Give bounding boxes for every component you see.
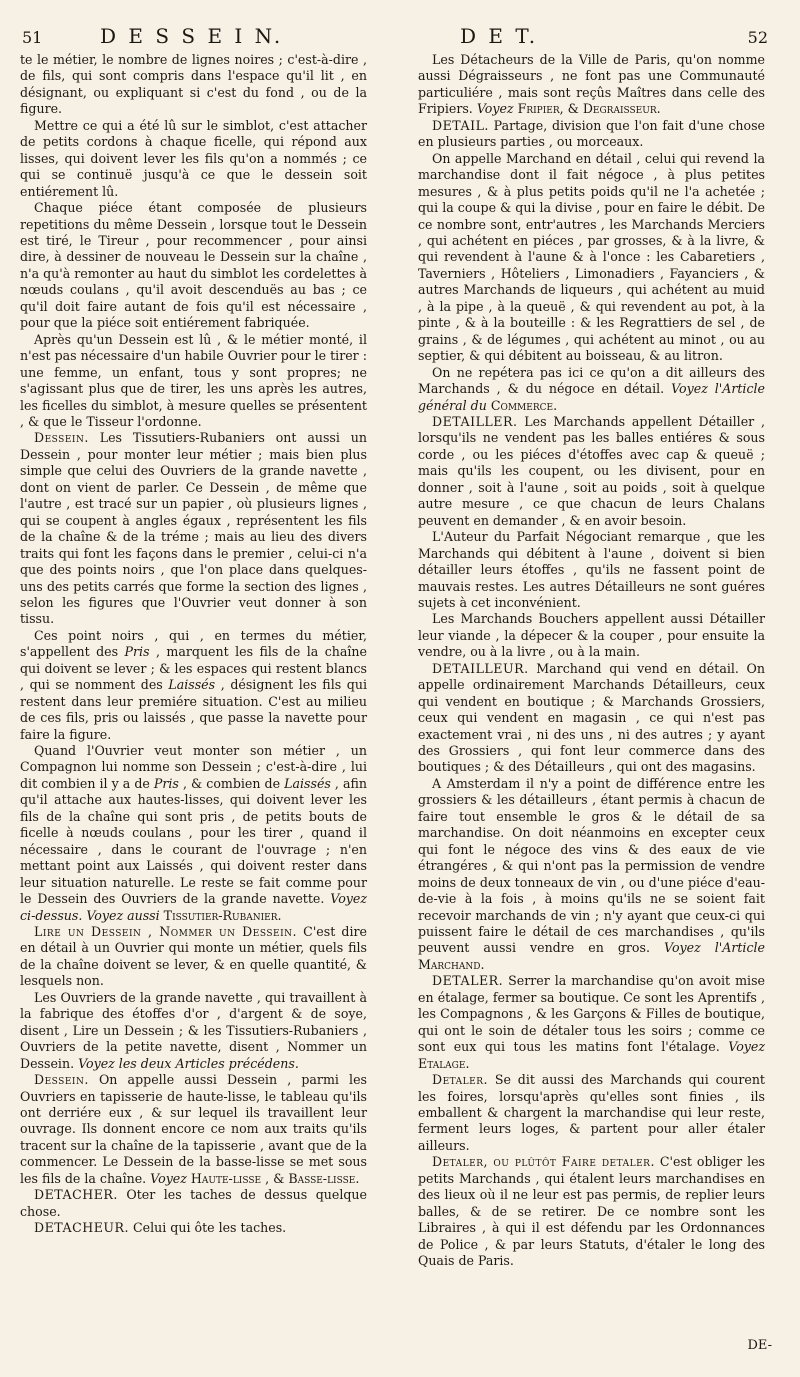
text-run: , afin qu'il attache aux hautes-lisses, qui doivent lever les fils de la chaîne qui sont pris , de petits bouts de ficelle à nœuds coulans , pour les tirer , quand il nécessaire , dans le courant de l'ouvrage ; n'en mettant point aux Laissés , qui doivent rester dans leur situation naturelle. Le reste se fait comme pour le Dessein des Ouvriers de la grande navette. <box>20 775 368 907</box>
text-run: A Amsterdam il n'y a point de différence entre les grossiers & les détailleurs , étant permis à chacun de faire tout ensemble le gros & le détail de sa marchandise. On doit néanmoins en excepter ceux qui font le négoce des vins & des eaux de vie étrangéres , & qui n'ont pas la permission de vendre moins de deux tonneaux de vin , ou d'une piéce d'eau-de-vie à la fois , à moins qu'ils ne se soient fait recevoir marchands de vin ; n'y ayant que ceux-ci qui puissent faire le détail de ces marchandises , qu'ils peuvent aussi vendre en gros. <box>418 775 765 956</box>
entry-faire-detaler <box>418 1154 765 1269</box>
paragraph: Chaque piéce étant composée de plusieurs repetitions du même Dessein , lorsque tout le Dessein est tiré, le Tireur , pour recommencer , pour ainsi dire, à dessiner de nouveau le Dessein sur la chaîne , n'a qu'à remonter au haut du simblot les cordelettes à nœuds coulans , qu'il avoit descenduës au bas ; ce qu'il doit faire autant de fois qu'il est nécessaire , pour que la piéce soit entiérement fabriquée. <box>20 200 367 331</box>
cross-reference: Haute-lisse , & Basse-lisse. <box>190 1170 360 1186</box>
cross-reference-label: Voyez l'Article général du <box>418 381 765 413</box>
paragraph: te le métier, le nombre de lignes noires ; c'est-à-dire , de fils, qui sont compris dans l'espace qu'il lit , en désignant, ou expliquant si c'est du fond , ou de la figure. <box>20 52 367 117</box>
headword: Dessein. <box>34 430 89 446</box>
cross-reference-label: Voyez <box>728 1039 765 1055</box>
entry-text: Les Tissutiers-Rubaniers ont aussi un Dessein , pour monter leur métier ; mais bien plus simple que celui des Ouvriers de la grande navette , dont on vient de parler. Ce Dessein , de même que l'autre , est tracé sur un papier , où plusieurs lignes , qui se coupent à angles égaux , représentent les fils de la chaîne & de la tréme ; mais au lieu des divers traits qui font les façons dans le premier , celui-ci n'a que des points noirs , que l'on place dans quelques-uns des petits carrés que forme la section des lignes , selon les figures que l'Ouvrier veut donner à son tissu. <box>20 430 367 627</box>
entry-text: C'est obliger les petits Marchands , qui étalent leurs marchandises en des lieux où il ne leur est pas permis, de replier leurs balles, & de se retirer. De ce nombre sont les Libraires , à qui il est défendu par les Ordonnances de Police , & par leurs Statuts, d'étaler le long des Quais de Paris. <box>418 1154 766 1269</box>
cross-reference-label: Voyez <box>150 1170 187 1186</box>
headword: DETAILLEUR. <box>432 660 529 676</box>
text-run: , désignent les fils qui restent dans leur premiére situation. C'est au milieu de ces fils, pris ou laissés , que passe la navette pour faire la figure. <box>20 677 367 742</box>
headword: Detaler, ou plûtôt Faire detaler. <box>432 1154 655 1170</box>
running-header <box>22 24 778 54</box>
left-column <box>20 52 367 1237</box>
page-number-right: 52 <box>747 28 768 47</box>
running-head-right: D E T. <box>460 24 539 48</box>
headword: DETAIL. <box>432 117 489 133</box>
paragraph <box>20 743 367 924</box>
entry-text: Se dit aussi des Marchands qui courent les foires, lorsqu'après qu'elles sont finies , ils emballent & chargent la marchandise qui leur reste, ferment leurs loges, & partent pour aller étaler ailleurs. <box>418 1072 765 1153</box>
entry-detacheur <box>20 1220 367 1236</box>
text-run: Quand l'Ouvrier veut monter son métier , un Compagnon lui nomme son Dessein ; c'est-à-dire , lui dit combien il y a de <box>20 743 367 791</box>
text-run: Les Ouvriers de la grande navette , qui travaillent à la fabrique des étoffes d'or , d'argent & de soye, disent , Lire un Dessein ; & les Tissutiers-Rubaniers , Ouvriers de la petite navette, disent , Nommer un Dessein. <box>20 989 367 1071</box>
entry-text: Marchand qui vend en détail. On appelle ordinairement Marchands Détailleurs, ceux qui vendent en boutique ; & Marchands Grossiers, ceux qui vendent en magasin , ce qui n'est pas exactement vrai , ni des uns , ni des autres ; y ayant des Grossiers , qui font leur commerce dans des boutiques ; & des Détailleurs , qui ont des magasins. <box>418 660 765 775</box>
page-number-left: 51 <box>22 28 43 47</box>
cross-reference-label: Voyez les deux Articles précédens. <box>78 1055 299 1071</box>
right-column <box>418 52 765 1270</box>
cross-reference: Tissutier-Rubanier. <box>163 907 282 923</box>
cross-reference: Fripier, & Degraisseur. <box>517 101 661 117</box>
entry-text: Partage, division que l'on fait d'une chose en plusieurs parties , ou morceaux. <box>418 117 765 150</box>
text-run: Ces point noirs , qui , en termes du métier, s'appellent des <box>20 627 367 660</box>
italic-term: Laissés <box>284 775 331 791</box>
headword: Detaler. <box>432 1072 489 1088</box>
entry-detail <box>418 118 765 151</box>
entry-detailleur <box>418 661 765 776</box>
headword: Lire un Dessein , Nommer un Dessein. <box>34 924 298 940</box>
entry-dessein <box>20 430 367 627</box>
cross-reference-label: Voyez ci-dessus. Voyez aussi <box>20 891 367 923</box>
entry-detaler-foires <box>418 1072 765 1154</box>
entry-detaler <box>418 973 765 1072</box>
paragraph <box>418 365 765 414</box>
paragraph: L'Auteur du Parfait Négociant remarque , que les Marchands qui débitent à l'aune , doivent si bien détailler leurs étoffes , qu'ils ne fassent point de mauvais restes. Les autres Détailleurs ne sont guéres sujets à cet inconvénient. <box>418 529 765 610</box>
entry-text: On appelle aussi Dessein , parmi les Ouvriers en tapisserie de haute-lisse, le tableau qu'ils ont derriére eux , & sur lequel ils travaillent leur ouvrage. Ils donnent encore ce nom aux traits qu'ils tracent sur la chaîne de la tapisserie , avant que de la commencer. Le Dessein de la basse-lisse se met sous les fils de la chaîne. <box>20 1072 367 1186</box>
paragraph: Mettre ce qui a été lû sur le simblot, c'est attacher de petits cordons à chaque ficelle, qui répond aux lisses, qui doivent lever les fils qu'on a nommés ; ce qui se continuë jusqu'à ce que le dessein soit entiérement lû. <box>20 117 367 199</box>
headword: DETAILLER. <box>432 413 518 429</box>
paragraph <box>418 52 765 118</box>
paragraph <box>20 628 367 743</box>
paragraph: Les Marchands Bouchers appellent aussi Détailler leur viande , la dépecer & la couper , pour ensuite la vendre, ou à la livre , ou à la main. <box>418 611 765 660</box>
cross-reference: Marchand. <box>418 956 485 972</box>
paragraph: Après qu'un Dessein est lû , & le métier monté, il n'est pas nécessaire d'un habile Ouvrier pour le tirer : une femme, un enfant, tous y sont propres; ne s'agissant plus que de tirer, les uns après les autres, les ficelles du simblot, à mesure quelles se présentent , & que le Tisseur l'ordonne. <box>20 331 367 429</box>
entry-text: Serrer la marchandise qu'on avoit mise en étalage, fermer sa boutique. Ce sont les Aprentifs , les Compagnons , & les Garçons & Filles de boutique, qui ont le soin de détaler tous les soirs ; comme ce sont eux qui tous les matins font l'étalage. <box>418 973 765 1055</box>
text-run: Les Détacheurs de la Ville de Paris, qu'on nomme aussi Dégraisseurs , ne font pas une Communauté particuliére , mais sont reçûs Maîtres dans celle des Fripiers. <box>418 52 765 117</box>
cross-reference: Etalage. <box>418 1055 470 1071</box>
entry-text: Celui qui ôte les taches. <box>129 1220 287 1236</box>
entry-text: Oter les taches de dessus quelque chose. <box>20 1187 367 1219</box>
cross-reference-label: Voyez l'Article <box>664 940 765 956</box>
cross-reference: Commerce. <box>490 397 558 413</box>
cross-reference-label: Voyez <box>476 101 514 117</box>
entry-text: C'est dire en détail à un Ouvrier qui monte un métier, quels fils de la chaîne doivent se lever, & en quelle quantité, & lesquels non. <box>20 924 367 989</box>
italic-term: Laissés <box>168 677 216 693</box>
paragraph <box>20 990 367 1072</box>
text-run: , & combien de <box>178 775 285 791</box>
entry-text: Les Marchands appellent Détailler , lorsqu'ils ne vendent pas les balles entiéres & sous corde , ou les piéces d'étoffes avec cap & queuë ; mais qu'ils les coupent, ou les divisent, pour en donner , soit à l'aune , soit au poids , soit à quelque autre mesure , ce que chacun de leurs Chalans peuvent en demander , & en avoir besoin. <box>418 413 765 528</box>
entry-detacher <box>20 1187 367 1220</box>
headword: Dessein. <box>34 1072 89 1088</box>
running-head-left: D E S S E I N. <box>100 24 284 48</box>
text-run: On ne repétera pas ici ce qu'on a dit ailleurs des Marchands , & du négoce en détail. <box>418 364 765 397</box>
headword: DETACHEUR. <box>34 1220 130 1236</box>
italic-term: Pris <box>153 775 179 791</box>
entry-dessein-tapisserie <box>20 1072 367 1187</box>
italic-term: Pris <box>124 644 150 660</box>
headword: DETALER. <box>432 973 504 989</box>
text-run: , marquent les fils de la chaîne qui doivent se lever ; & les espaces qui restent blancs , qui se nomment des <box>20 644 367 693</box>
paragraph <box>418 776 765 973</box>
paragraph: On appelle Marchand en détail , celui qui revend la marchandise dont il fait négoce , à plus petites mesures , & à plus petits poids qu'il ne l'a achetée ; qui la coupe & qui la divise , pour en faire le débit. De ce nombre sont, entr'autres , les Marchands Merciers , qui achétent en piéces , par grosses, & à la livre, & qui revendent à l'aune & à l'once : les Cabaretiers , Taverniers , Hôteliers , Limonadiers , Fayanciers , & autres Marchands de liqueurs , qui achétent au muid , à la pipe , à la queuë , & qui revendent au pot, à la pinte , & à la bouteille : & les Regrattiers de sel , de grains , & de légumes , qui achétent au minot , ou au septier, & qui débitent au boisseau, & au litron. <box>418 150 765 364</box>
entry-lire-un-dessein <box>20 924 367 990</box>
catchword: DE- <box>747 1338 772 1353</box>
entry-detailler <box>418 414 765 529</box>
headword: DETACHER. <box>34 1187 118 1203</box>
